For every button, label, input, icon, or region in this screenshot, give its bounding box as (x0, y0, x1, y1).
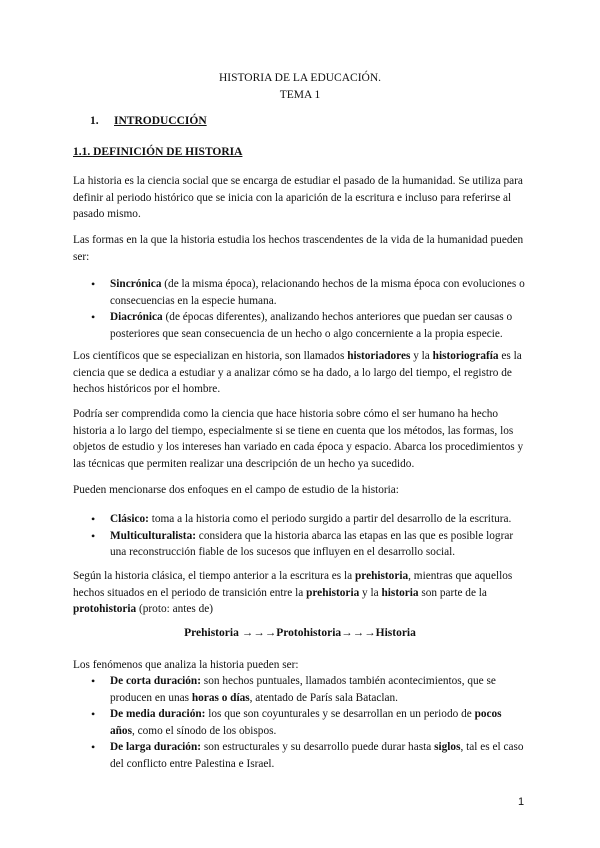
list-item (91, 511, 526, 528)
list-item-text: , atentado de París sala Bataclan. (249, 691, 399, 704)
text-run: son parte de la (418, 586, 487, 599)
list-item (91, 673, 526, 706)
document-subtitle: TEMA 1 (279, 89, 321, 101)
section-title: INTRODUCCIÓN (114, 115, 207, 127)
list-item-term: Sincrónica (110, 278, 162, 290)
list-item-text: son hechos puntuales, llamados también acontecimientos, que se producen en unas (110, 675, 496, 704)
list-item-term: De corta duración: (110, 675, 201, 687)
list-item-text: son estructurales y su desarrollo puede durar hasta (201, 741, 435, 753)
paragraph-forms-intro: Las formas en la que la historia estudia los hechos trascendentes de la vida de la humanidad pueden ser: (73, 234, 524, 263)
list-item (91, 739, 526, 772)
list-item-text: , como el sínodo de los obispos. (131, 724, 277, 737)
bold-term: historiografía (432, 350, 499, 362)
list-item-text: considera que la historia abarca las etapas en las que es posible lograr una reconstrucción fiable de los sucesos que influyen en el desarrollo social. (110, 529, 514, 558)
text-run: (proto: antes de) (136, 603, 214, 615)
page-number: 1 (518, 796, 525, 808)
section-heading-introduccion (90, 115, 207, 127)
bold-term: siglos (434, 741, 461, 753)
list-item (91, 706, 526, 739)
bold-term: prehistoria (306, 586, 360, 599)
list-item-term: De media duración: (110, 708, 206, 720)
text-run: , mientras que aquellos hechos situados en el periodo de transición entre la (73, 570, 513, 599)
text-run: es la ciencia que se dedica a estudiar y a analizar cómo se ha dado, a lo largo del tiempo, el registro de hechos históricos por el hombre. (73, 350, 522, 395)
list-item-text: los que son coyunturales y se desarrollan en un periodo de (205, 708, 475, 720)
subsection-heading: 1.1. DEFINICIÓN DE HISTORIA (73, 146, 243, 158)
list-item-term: Diacrónica (110, 311, 163, 323)
forms-list (91, 276, 526, 342)
list-item-text: (de la misma época), relacionando hechos de la misma época con evoluciones o consecuencias en la especie humana. (110, 278, 525, 307)
paragraph-phenomena-intro: Los fenómenos que analiza la historia pueden ser: (73, 659, 299, 671)
bold-term: horas o días (191, 691, 250, 704)
text-run: y la (410, 350, 433, 362)
list-item-term: Multiculturalista: (110, 529, 196, 542)
bold-term: pocos años (110, 708, 502, 737)
document-header (0, 70, 600, 104)
bold-term: protohistoria (73, 603, 137, 615)
paragraph-approaches-intro: Pueden mencionarse dos enfoques en el campo de estudio de la historia: (73, 484, 399, 496)
list-item (91, 276, 526, 309)
list-item (91, 528, 526, 561)
text-run: y la (359, 586, 382, 599)
text-run: Los científicos que se especializan en historia, son llamados (73, 350, 348, 362)
paragraph-historians (73, 348, 528, 398)
bold-term: historia (381, 586, 419, 599)
bold-term: historiadores (347, 350, 411, 362)
text-run: Según la historia clásica, el tiempo anterior a la escritura es la (73, 570, 355, 582)
list-item (91, 309, 526, 342)
paragraph-definition: La historia es la ciencia social que se encarga de estudiar el pasado de la humanidad. Se utiliza para definir al periodo histórico que se inicia con la aparición de la escritura e incluso para referirse al pasado mismo. (73, 175, 523, 220)
phenomena-list (91, 673, 526, 772)
list-item-text: toma a la historia como el periodo surgido a partir del desarrollo de la escritura. (148, 513, 512, 525)
list-item-text: , tal es el caso del conflicto entre Palestina e Israel. (110, 741, 524, 770)
section-number: 1. (90, 115, 99, 127)
list-item-text: (de épocas diferentes), analizando hechos anteriores que puedan ser causas o posteriores que sean consecuencia de un hecho o algo concerniente a la propia especie. (110, 311, 513, 340)
list-item-term: De larga duración: (110, 741, 201, 753)
bold-term: prehistoria (355, 570, 409, 582)
paragraph-historiography: Podría ser comprendida como la ciencia que hace historia sobre cómo el ser humano ha hecho historia a lo largo del tiempo, especialmente si se tiene en cuenta que los métodos, las formas, los objetos de estudio y los intereses han variado en cada época y espacio. Abarca los procedimientos y las técnicas que permiten realizar una descripción de un hecho ya sucedido. (73, 408, 524, 470)
approaches-list (91, 511, 526, 561)
document-title: HISTORIA DE LA EDUCACIÓN. (218, 72, 382, 84)
paragraph-prehistory (73, 568, 528, 618)
timeline-line: Prehistoria →→→Protohistoria→→→Historia (184, 627, 416, 639)
list-item-term: Clásico: (110, 513, 149, 525)
